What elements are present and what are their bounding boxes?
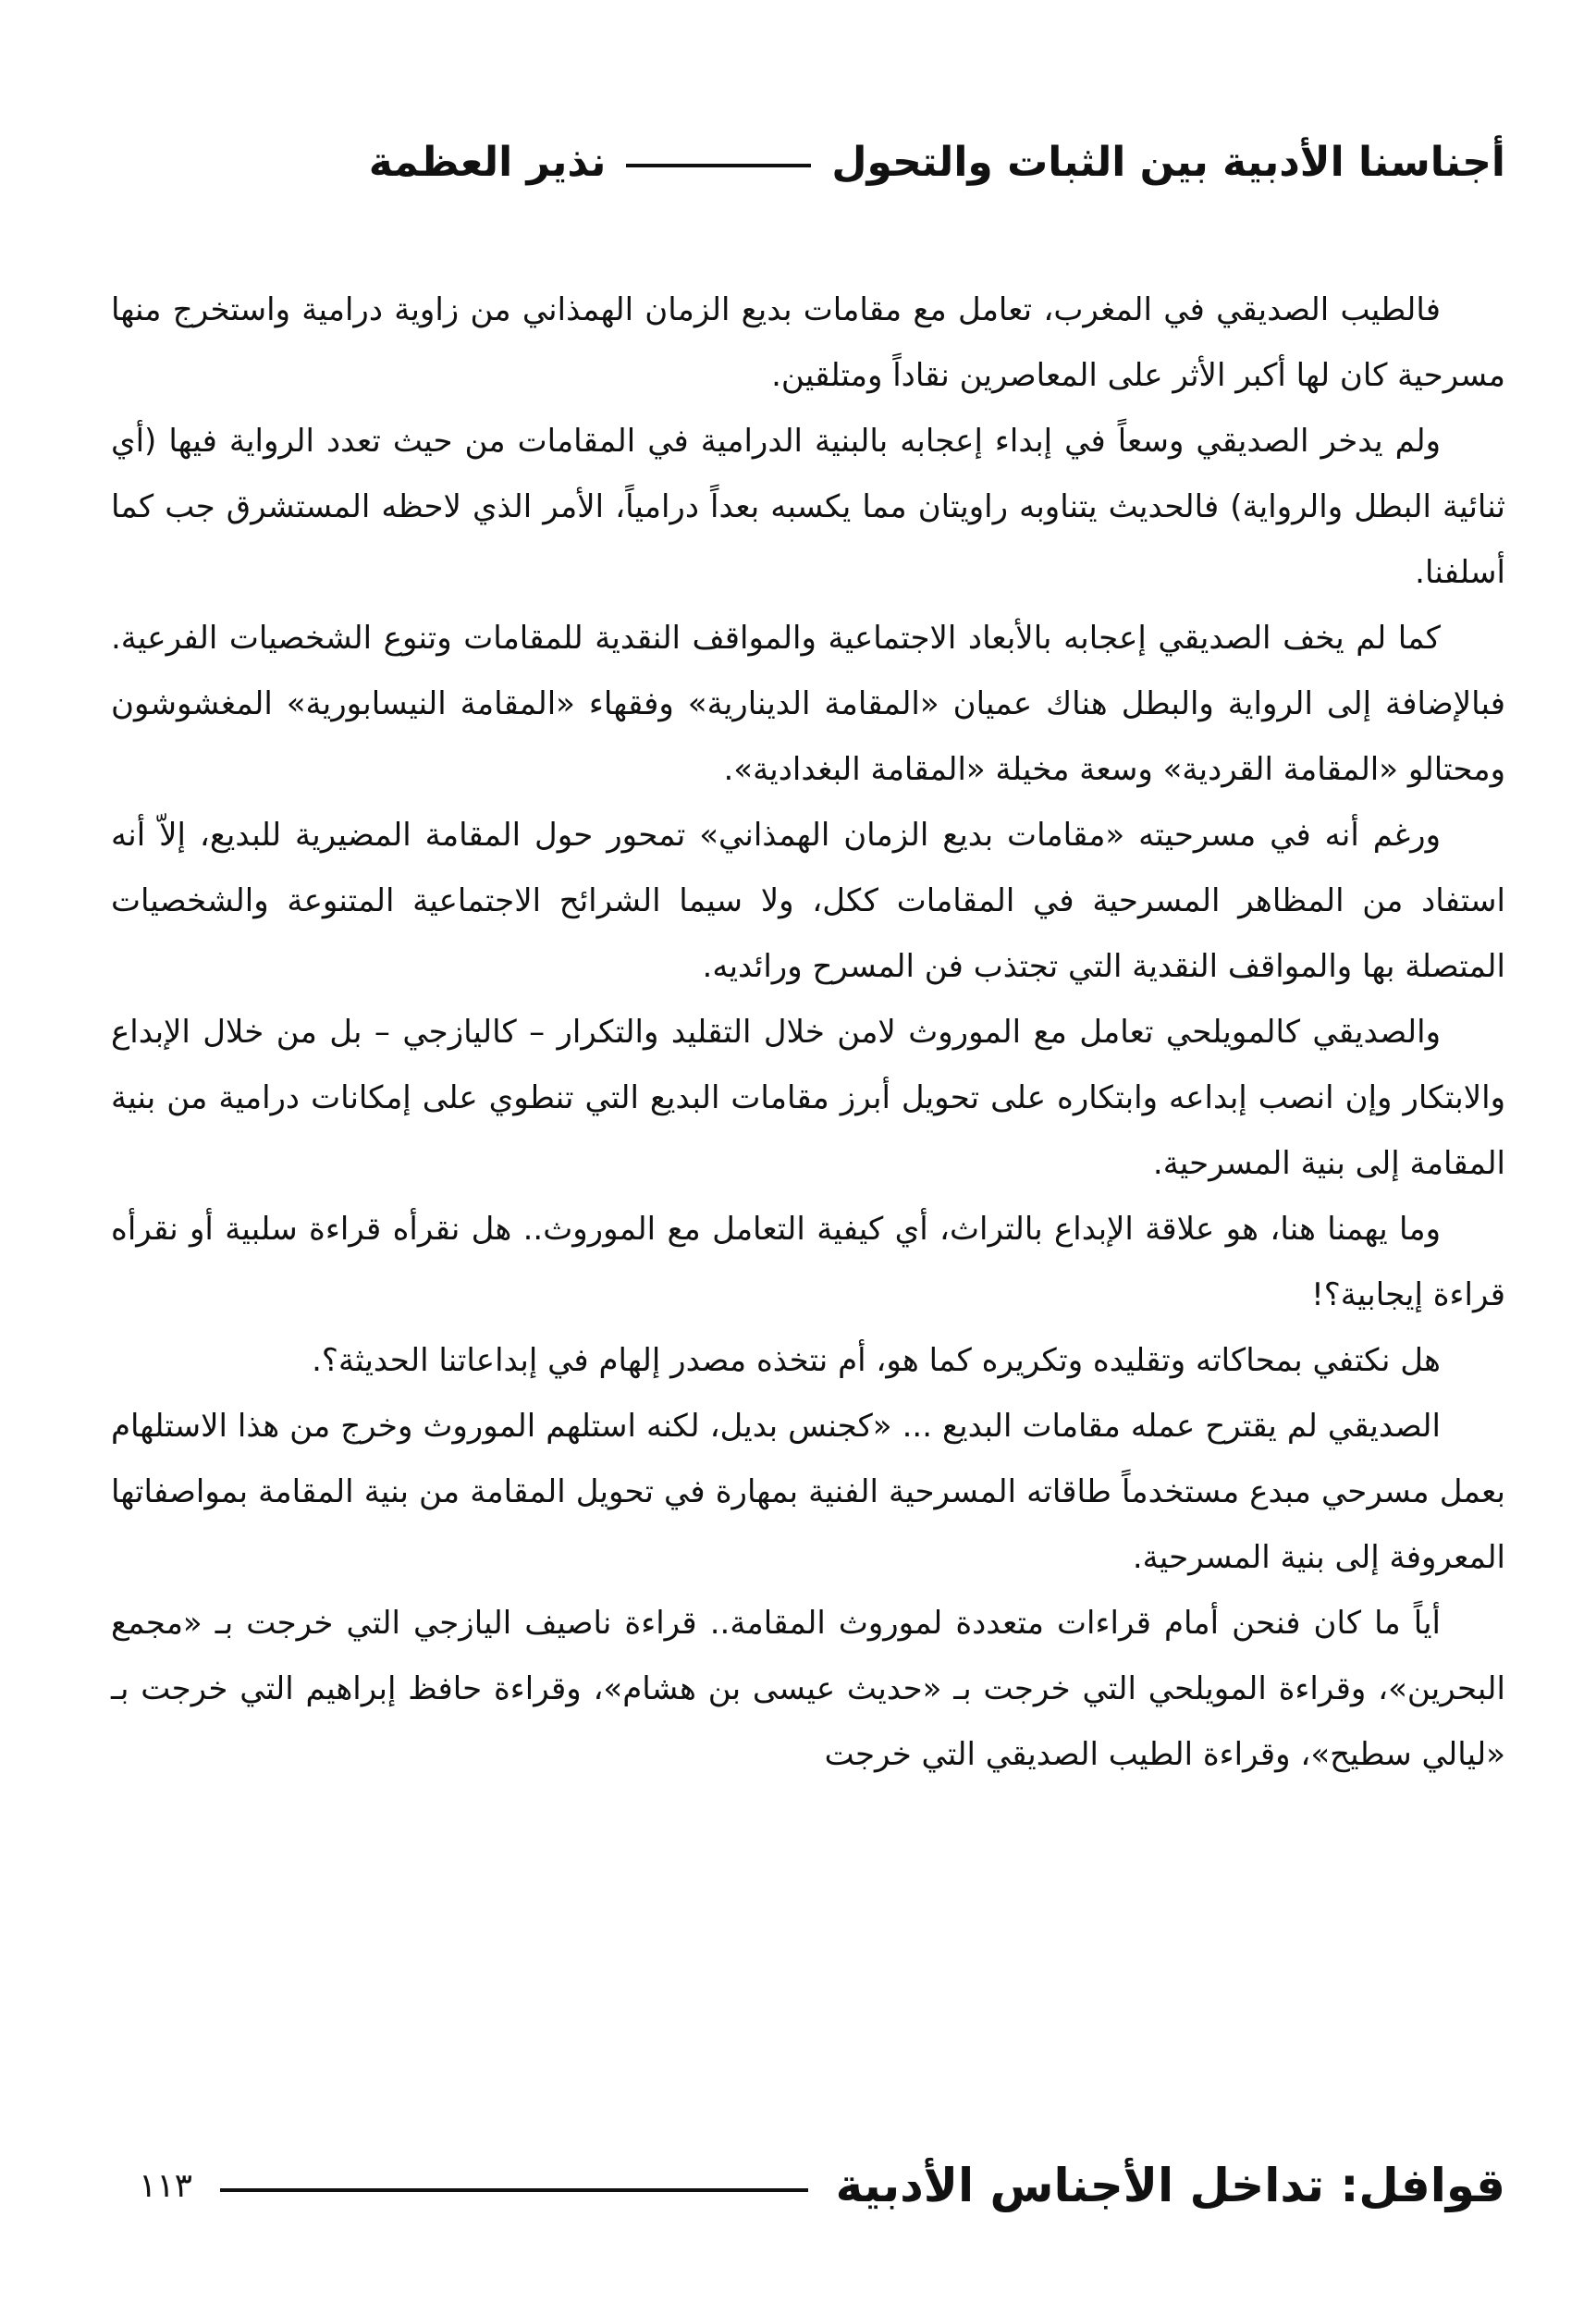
- book-title: أجناسنا الأدبية بين الثبات والتحول: [831, 138, 1505, 186]
- paragraph: ولم يدخر الصديقي وسعاً في إبداء إعجابه بالبنية الدرامية في المقامات من حيث تعدد الرواية فيها (أي ثنائية البطل والرواية) فالحديث يتناوبه راويتان مما يكسبه بعداً درامياً، الأمر الذي لاحظه المستشرق جب كما أسلفنا.: [111, 423, 1505, 591]
- footer-rule: [220, 2188, 808, 2192]
- paragraph: الصديقي لم يقترح عمله مقامات البديع ... «كجنس بديل، لكنه استلهم الموروث وخرج من هذا الاستلهام بعمل مسرحي مبدع مستخدماً طاقاته المسرحية الفنية بمهارة في تحويل المقامة من بنية المقامة بمواصفاتها المعروفة إلى بنية المسرحية.: [111, 1408, 1505, 1576]
- running-footer: [139, 2144, 1505, 2227]
- series-title: قوافل: تداخل الأجناس الأدبية: [835, 2159, 1505, 2212]
- paragraph: هل نكتفي بمحاكاته وتقليده وتكريره كما هو، أم نتخذه مصدر إلهام في إبداعاتنا الحديثة؟.: [312, 1342, 1441, 1379]
- paragraph: فالطيب الصديقي في المغرب، تعامل مع مقامات بديع الزمان الهمذاني من زاوية درامية واستخرج منها مسرحية كان لها أكبر الأثر على المعاصرين نقاداً ومتلقين.: [111, 291, 1505, 394]
- paragraph: كما لم يخف الصديقي إعجابه بالأبعاد الاجتماعية والمواقف النقدية للمقامات وتنوع الشخصيات الفرعية. فبالإضافة إلى الرواية والبطل هناك عميان «المقامة الدينارية» وفقهاء «المقامة النيسابورية» المغشوشون ومحتالو «المقامة القردية» وسعة مخيلة «المقامة البغدادية».: [111, 620, 1505, 788]
- paragraph: والصديقي كالمويلحي تعامل مع الموروث لامن خلال التقليد والتكرار – كاليازجي – بل من خلال الإبداع والابتكار وإن انصب إبداعه وابتكاره على تحويل أبرز مقامات البديع التي تنطوي على إمكانات درامية من بنية المقامة إلى بنية المسرحية.: [111, 1014, 1505, 1182]
- running-header: [111, 125, 1505, 199]
- paragraph: أياً ما كان فنحن أمام قراءات متعددة لموروث المقامة.. قراءة ناصيف اليازجي التي خرجت بـ «مجمع البحرين»، وقراءة المويلحي التي خرجت بـ «حديث عيسى بن هشام»، وقراءة حافظ إبراهيم التي خرجت بـ «ليالي سطيح»، وقراءة الطيب الصديقي التي خرجت: [111, 1605, 1505, 1773]
- paragraph: ورغم أنه في مسرحيته «مقامات بديع الزمان الهمذاني» تمحور حول المقامة المضيرية للبديع، إلاّ أنه استفاد من المظاهر المسرحية في المقامات ككل، ولا سيما الشرائح الاجتماعية المتنوعة والشخصيات المتصلة بها والمواقف النقدية التي تجتذب فن المسرح ورائديه.: [111, 817, 1505, 985]
- page-number: ١١٣: [139, 2166, 193, 2205]
- paragraph: وما يهمنا هنا، هو علاقة الإبداع بالتراث، أي كيفية التعامل مع الموروث.. هل نقرأه قراءة سلبية أو نقرأه قراءة إيجابية؟!: [111, 1211, 1505, 1313]
- header-rule: [626, 164, 811, 167]
- body-text: [111, 277, 1505, 1788]
- author-name: نذير العظمة: [368, 138, 607, 186]
